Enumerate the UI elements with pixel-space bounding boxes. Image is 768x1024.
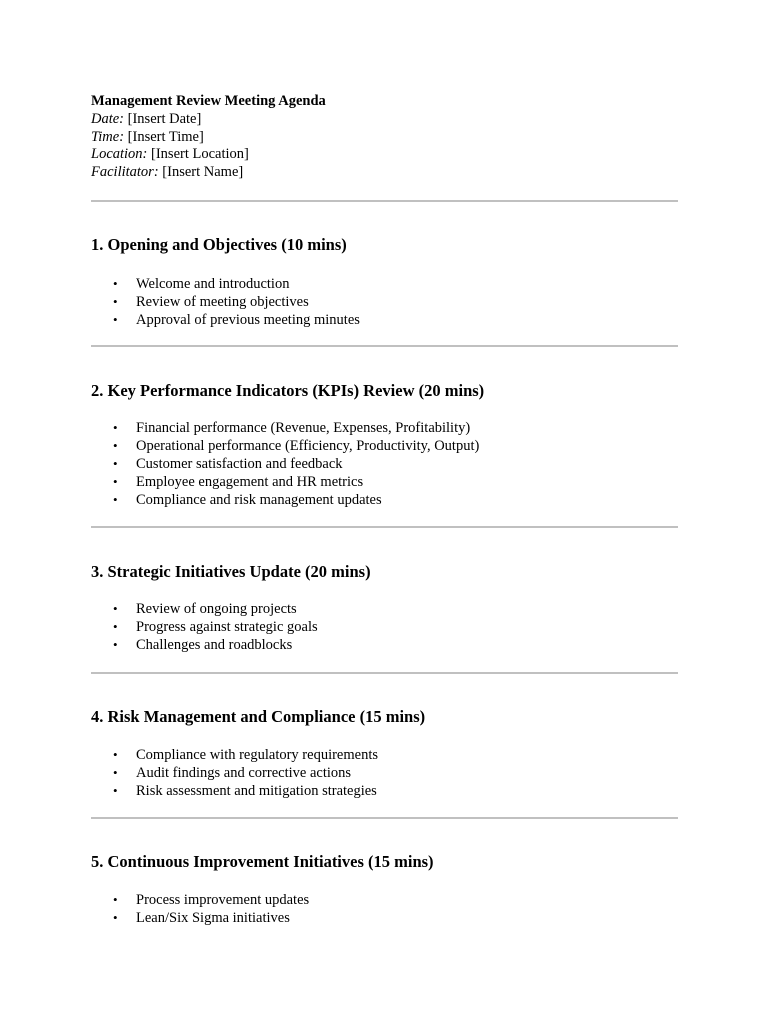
bullet-icon: • — [113, 294, 118, 309]
bullet-icon: • — [113, 910, 118, 925]
list-item — [113, 437, 480, 455]
list-item-text: Compliance and risk management updates — [136, 492, 382, 508]
bullet-icon: • — [113, 276, 118, 291]
list-item — [113, 455, 479, 473]
meta-facilitator-value: [Insert Name] — [162, 164, 244, 181]
list-item — [113, 311, 360, 329]
section-heading-kpis: 2. Key Performance Indicators (KPIs) Review (20 mins) — [91, 381, 485, 400]
list-item — [113, 764, 378, 782]
document-title: Management Review Meeting Agenda — [91, 93, 326, 109]
section-list-kpis — [113, 419, 480, 509]
list-item — [113, 473, 479, 491]
bullet-icon: • — [113, 783, 118, 798]
list-item-text: Compliance with regulatory requirements — [136, 747, 378, 763]
list-item-text: Challenges and roadblocks — [136, 637, 293, 653]
list-item-text: Lean/Six Sigma initiatives — [136, 910, 290, 926]
section-heading-opening: 1. Opening and Objectives (10 mins) — [91, 235, 347, 254]
meta-location-label: Location: — [91, 146, 148, 163]
bullet-icon: • — [113, 474, 118, 489]
section-list-improvement — [113, 891, 310, 927]
section-list-strategic — [113, 600, 318, 654]
bullet-icon: • — [113, 619, 118, 634]
section-heading-risk: 4. Risk Management and Compliance (15 mins) — [91, 707, 426, 726]
meta-location-value: [Insert Location] — [151, 146, 249, 163]
bullet-icon: • — [113, 747, 118, 762]
bullet-icon: • — [113, 601, 118, 616]
section-list-opening — [113, 275, 360, 329]
list-item-text: Risk assessment and mitigation strategies — [136, 783, 377, 799]
list-item — [113, 275, 360, 293]
bullet-icon: • — [113, 312, 118, 327]
document-header — [91, 93, 326, 182]
list-item-text: Audit findings and corrective actions — [136, 765, 352, 781]
meta-location — [91, 146, 326, 164]
meta-date-value: [Insert Date] — [127, 110, 202, 127]
bullet-icon: • — [113, 492, 118, 507]
meta-time-label: Time: — [91, 128, 125, 145]
horizontal-rule — [91, 672, 678, 674]
list-item — [113, 909, 309, 927]
list-item — [113, 491, 479, 509]
list-item-text: Progress against strategic goals — [136, 619, 318, 635]
bullet-icon: • — [113, 456, 118, 471]
horizontal-rule — [91, 345, 678, 347]
list-item — [113, 293, 360, 311]
list-item — [113, 618, 318, 636]
list-item-text: Financial performance (Revenue, Expenses, Profitability) — [136, 420, 471, 436]
horizontal-rule — [91, 200, 678, 202]
list-item-text: Operational performance (Efficiency, Productivity, Output) — [136, 438, 480, 454]
bullet-icon: • — [113, 420, 118, 435]
meta-facilitator-label: Facilitator: — [91, 164, 159, 181]
horizontal-rule — [91, 817, 678, 819]
bullet-icon: • — [113, 637, 118, 652]
meta-time — [91, 129, 326, 147]
list-item — [113, 891, 310, 909]
bullet-icon: • — [113, 438, 118, 453]
list-item-text: Review of ongoing projects — [136, 601, 297, 617]
section-list-risk — [113, 746, 378, 800]
list-item — [113, 600, 318, 618]
list-item-text: Review of meeting objectives — [136, 294, 309, 310]
meta-date — [91, 111, 326, 129]
list-item-text: Welcome and introduction — [136, 276, 290, 292]
list-item — [113, 782, 378, 800]
list-item-text: Process improvement updates — [136, 892, 310, 908]
list-item — [113, 419, 479, 437]
list-item — [113, 636, 318, 654]
meta-date-label: Date: — [91, 110, 125, 127]
section-heading-improvement: 5. Continuous Improvement Initiatives (15 mins) — [91, 852, 434, 871]
list-item-text: Customer satisfaction and feedback — [136, 456, 343, 472]
list-item-text: Employee engagement and HR metrics — [136, 474, 364, 490]
list-item — [113, 746, 378, 764]
section-heading-strategic: 3. Strategic Initiatives Update (20 mins) — [91, 562, 371, 581]
meta-time-value: [Insert Time] — [127, 128, 204, 145]
bullet-icon: • — [113, 892, 118, 907]
bullet-icon: • — [113, 765, 118, 780]
list-item-text: Approval of previous meeting minutes — [136, 312, 360, 328]
horizontal-rule — [91, 526, 678, 528]
meta-facilitator — [91, 164, 326, 182]
